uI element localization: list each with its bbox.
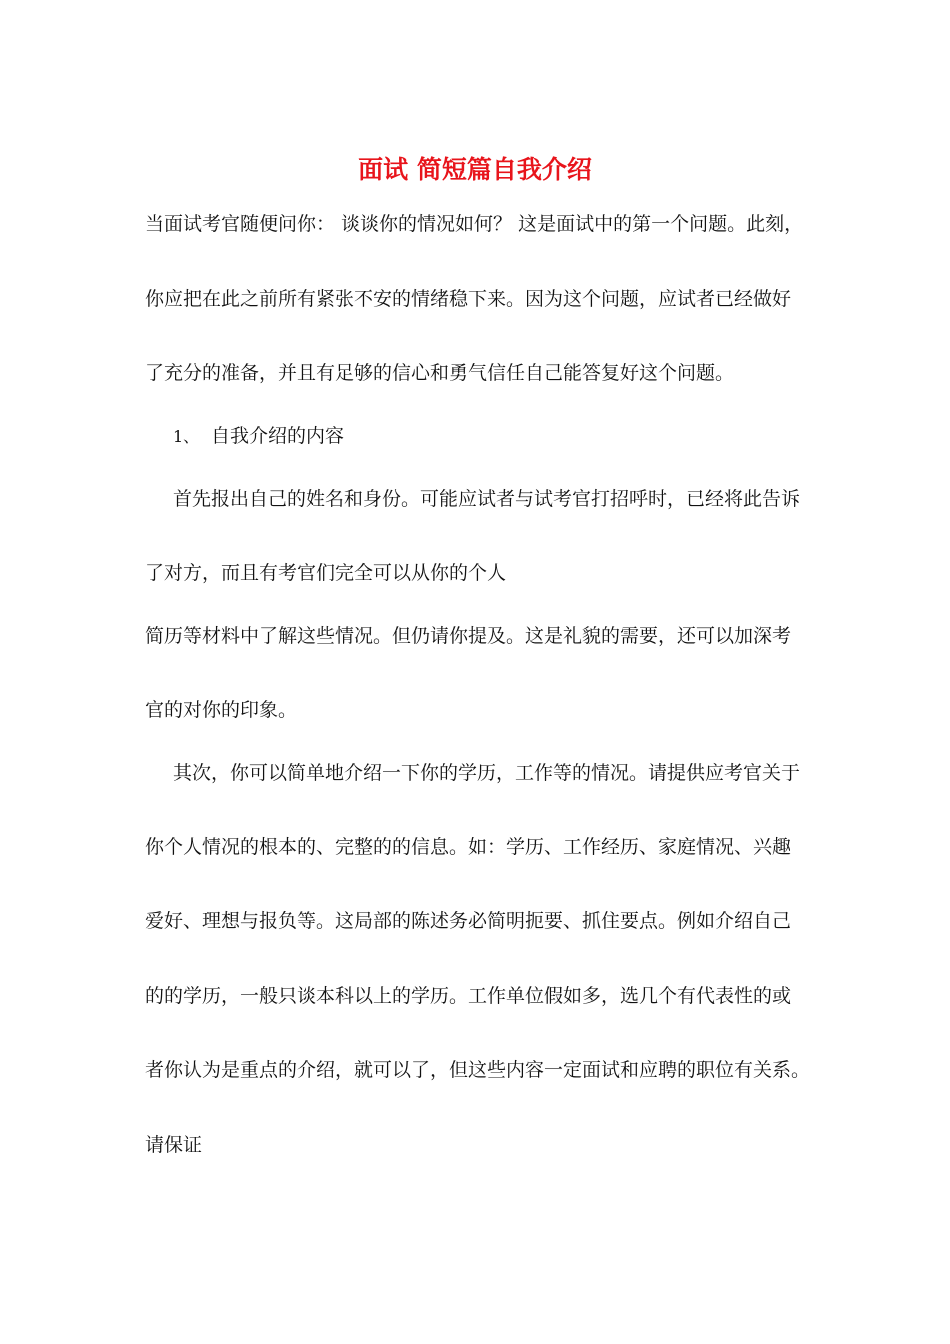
paragraph-line: 首先报出自己的姓名和身份。可能应试者与试考官打招呼时，已经将此告诉	[173, 488, 801, 510]
paragraph-line: 者你认为是重点的介绍，就可以了，但这些内容一定面试和应聘的职位有关系。	[145, 1059, 811, 1081]
paragraph-line: 当面试考官随便问你： 谈谈你的情况如何？ 这是面试中的第一个问题。此刻，	[145, 213, 804, 235]
section-number: 1、	[173, 427, 200, 446]
paragraph-line: 简历等材料中了解这些情况。但仍请你提及。这是礼貌的需要，还可以加深考	[145, 625, 792, 647]
paragraph-line: 的的学历，一般只谈本科以上的学历。工作单位假如多，选几个有代表性的或	[145, 985, 792, 1007]
paragraph-line: 你个人情况的根本的、完整的的信息。如：学历、工作经历、家庭情况、兴趣	[145, 836, 792, 858]
paragraph-line: 其次，你可以简单地介绍一下你的学历，工作等的情况。请提供应考官关于	[173, 762, 801, 784]
paragraph-line: 了充分的准备，并且有足够的信心和勇气信任自己能答复好这个问题。	[145, 362, 735, 384]
paragraph-line: 你应把在此之前所有紧张不安的情绪稳下来。因为这个问题，应试者已经做好	[145, 288, 792, 310]
document-title: 面试 简短篇自我介绍	[358, 155, 592, 184]
paragraph-line: 了对方，而且有考官们完全可以从你的个人	[145, 562, 507, 584]
paragraph-line: 官的对你的印象。	[145, 699, 298, 721]
paragraph-line: 请保证	[145, 1134, 203, 1156]
section-heading: 自我介绍的内容	[211, 425, 345, 447]
paragraph-line: 爱好、理想与报负等。这局部的陈述务必简明扼要、抓住要点。例如介绍自己	[145, 910, 792, 932]
